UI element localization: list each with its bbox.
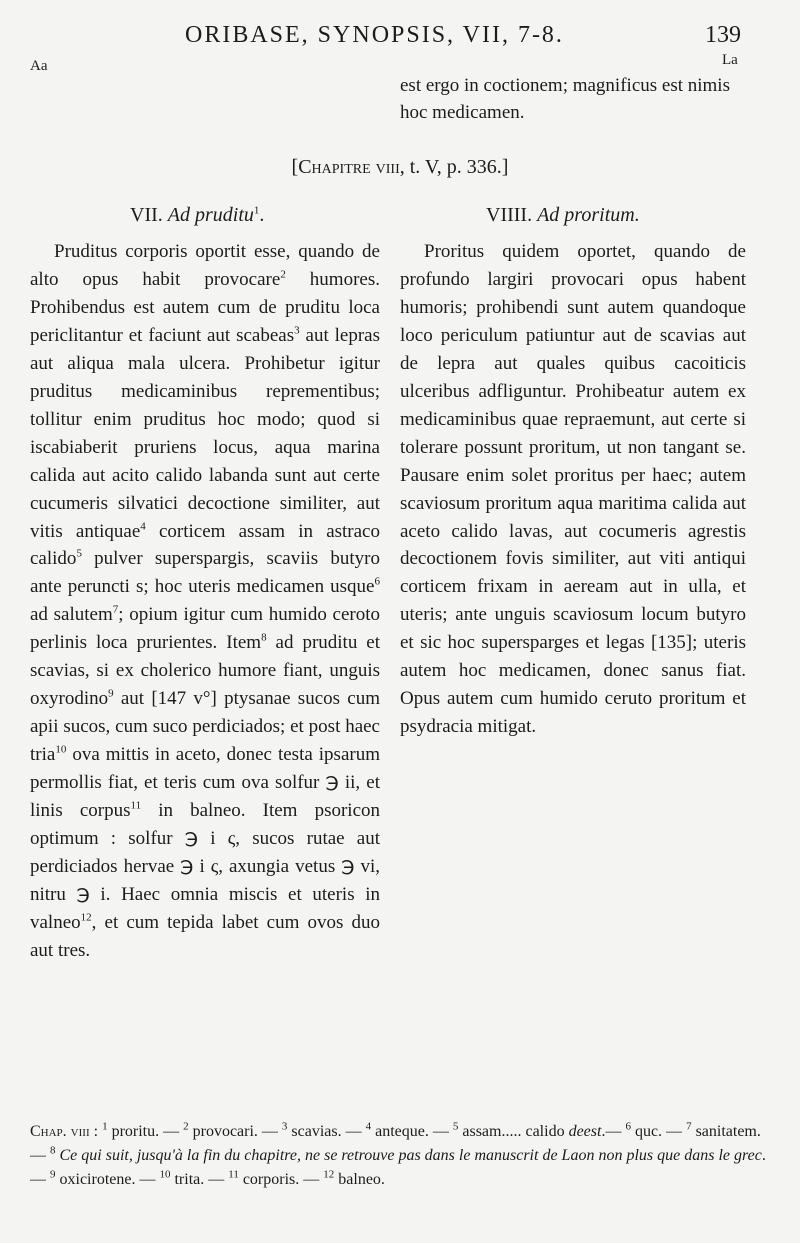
footnote-text-run: provocari. —	[188, 1123, 282, 1140]
footnote-text-run: balneo.	[334, 1171, 385, 1188]
left-note-ref: 7	[112, 604, 119, 617]
footnote-note-ref: 4	[365, 1120, 372, 1133]
left-text-run: aut [147 v°] ptysanae sucos cum apii sucos, cum suco perdiciados; et post haec tria	[30, 688, 380, 766]
footnote-text-run: corporis. —	[238, 1171, 324, 1188]
left-text-run: aut lepras aut aliqua mala ulcera. Prohibetur igitur pruditus medicaminibus reprementibus; tollitur enim pruditus hoc modo; quod si iscabiaberit pruriens locus, aqua marina calida aut acito calido labanda sunt aut certe cucumeris silvatici decoctione similiter, aut vitis antiquae	[30, 324, 381, 542]
left-note-ref: 2	[280, 268, 286, 281]
left-note-ref: 4	[140, 520, 146, 533]
footnote-note-ref: 11	[228, 1168, 239, 1181]
footnote-text-run: .—	[601, 1123, 626, 1140]
right-column-title	[486, 204, 640, 227]
footnote-text-run: trita. —	[170, 1171, 229, 1188]
right-title-text: Ad proritum.	[537, 204, 640, 226]
footnote-note-ref: 1	[102, 1120, 108, 1133]
right-title-num: VIIII.	[486, 204, 533, 226]
footnote-note-ref: 7	[686, 1120, 692, 1133]
left-text-run: ad pruditu et scavias, si ex cholerico humore fiant, unguis oxyrodino	[30, 632, 380, 710]
left-text-run: humores. Prohibendus est autem cum de pruditu loca periclitantur et faciunt aut scabeas	[30, 268, 380, 346]
left-text-run: pulver superspargis, scaviis butyro ante peruncti s; hoc uteris medicamen usque	[30, 548, 380, 598]
left-title-note: 1	[253, 204, 260, 217]
left-text-run: ova mittis in aceto, donec testa ipsarum permollis fiat, et teris cum ova solfur ℈ ii, et linis corpus	[30, 744, 380, 822]
left-note-ref: 6	[374, 576, 380, 589]
footnote-italic-text: deest	[568, 1123, 602, 1140]
footnote-italic-text: Ce qui suit, jusqu'à la fin du chapitre, ne se retrouve pas dans le manuscrit de Laon non plus que dans le grec	[55, 1147, 762, 1164]
footnote-note-ref: 12	[323, 1168, 335, 1181]
manuscript-siglum-left: Aa	[30, 58, 48, 74]
left-note-ref: 3	[294, 324, 300, 337]
left-title-num: VII.	[130, 204, 163, 226]
left-text-run: ad salutem	[30, 604, 113, 626]
left-note-ref: 11	[130, 799, 142, 812]
footnote-text-run: oxicirotene. —	[55, 1171, 160, 1188]
left-note-ref: 10	[55, 743, 67, 756]
footnote-text-run: scavias. —	[287, 1123, 366, 1140]
left-text-run: ; opium igitur cum humido ceroto perlinis loca prurientes. Item	[30, 604, 380, 654]
left-column	[30, 238, 380, 965]
footnote-text-run: anteque. —	[371, 1123, 453, 1140]
left-note-ref: 9	[108, 687, 114, 700]
left-text-run: corticem assam in astraco calido	[30, 520, 380, 570]
right-column-text: Proritus quidem oportet, quando de profundo largiri provocari opus habent humoris; prohibendi sunt autem quandoque loco periculum patiuntur aut de scavias aut de lepra aut quales quibus cacoiticis ulceribus adfliguntur. Prohibeatur autem ex medicaminibus quae repraemunt, aut certe si tolerare possunt proritum, ut non tangant se. Pausare enim solet proritus per haec; autem scaviosum proritum aqua maritima calida aut aceto calido lavas, aut cocumeris agrestis decoctionem fovis similiter, aut viti antiqui corticem frixam in aeream aut in ulla, et uteris; ante unguis scaviosum locum butyro et sic hoc supersparges et legas [135]; uteris autem hoc medicamen, donec sanus fiat. Opus autem cum humido ceruto proritum et psydracia mitigat.	[400, 241, 746, 738]
footnote-note-ref: 9	[50, 1168, 56, 1181]
footnote-note-ref: 2	[183, 1120, 189, 1133]
left-title-text: Ad pruditu	[167, 204, 254, 226]
footnote-note-ref: 5	[452, 1120, 459, 1133]
chapter-heading	[0, 156, 800, 179]
left-column-title: VII. Ad pruditu$^1$.	[130, 204, 265, 226]
footnote-text-run: quc. —	[630, 1123, 687, 1140]
continuation-text: est ergo in coctionem; magnificus est nimis hoc medicamen.	[400, 75, 730, 123]
left-text-run: , et cum tepida labet cum ovos duo aut tres.	[30, 911, 380, 961]
left-note-ref: 5	[76, 548, 82, 561]
footnote-note-ref: 6	[625, 1120, 631, 1133]
manuscript-siglum-right: La	[722, 52, 738, 68]
footnote-text-run: assam..... calido	[458, 1123, 569, 1140]
right-column	[400, 238, 746, 741]
footnotes	[30, 1120, 770, 1192]
left-text-run: in balneo. Item psoricon optimum : solfur ℈ i ς, sucos rutae aut perdiciados hervae ℈ i ς, axungia vetus ℈ vi, nitru ℈ i. Haec omnia miscis et uteris in valneo	[30, 800, 380, 933]
chapter-ref: , t. V, p. 336.]	[399, 156, 509, 178]
footnote-text-run: . —	[30, 1147, 766, 1188]
running-head: ORIBASE, SYNOPSIS, VII, 7-8.	[185, 22, 564, 48]
left-column-text	[30, 238, 380, 965]
footnote-note-ref: 3	[281, 1120, 288, 1133]
chapter-bracket: [	[291, 156, 299, 178]
page-number: 139	[705, 22, 741, 48]
footnote-note-ref: 8	[50, 1144, 56, 1157]
left-text-run: Pruditus corporis oportit esse, quando de alto opus habit provocare	[30, 241, 380, 290]
footnote-text-run: Chap. viii :	[30, 1123, 103, 1140]
footnote-text-run: sanitatem. —	[30, 1123, 761, 1164]
footnote-note-ref: 10	[159, 1168, 171, 1181]
chapter-label: Chapitre viii	[298, 156, 400, 178]
left-note-ref: 12	[80, 911, 92, 924]
footnote-text-run: proritu. —	[107, 1123, 184, 1140]
left-note-ref: 8	[261, 632, 267, 645]
